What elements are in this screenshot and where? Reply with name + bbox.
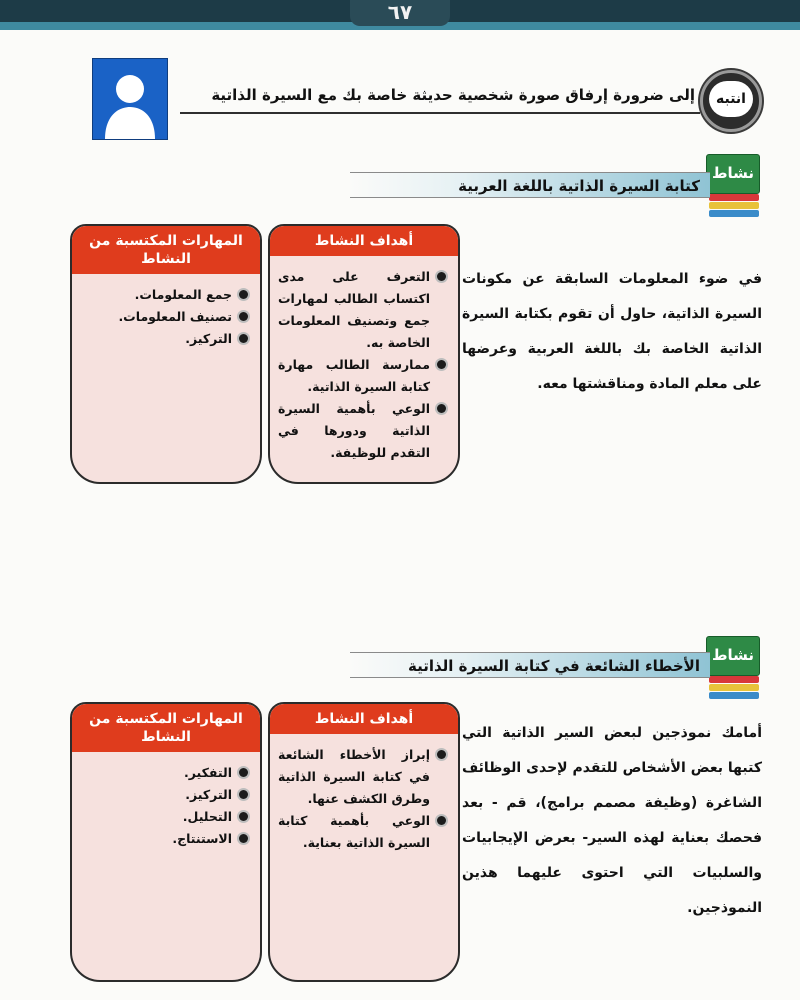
goal-item: الوعي بأهمية السيرة الذاتية ودورها في التقدم للوظيفة.: [278, 398, 446, 464]
goal-item: الوعي بأهمية كتابة السيرة الذاتية بعناية.: [278, 810, 446, 854]
skills-card-2: [70, 702, 262, 982]
page-number: ٦٧: [350, 0, 450, 26]
skills-card-title: المهارات المكتسبة من النشاط: [72, 226, 260, 274]
skills-card-title: المهارات المكتسبة من النشاط: [72, 704, 260, 752]
activity-instructions-1: في ضوء المعلومات السابقة عن مكونات السيرة الذاتية، حاول أن تقوم بكتابة السيرة الذاتية الخاصة بك باللغة العربية وعرضها على معلم المادة ومناقشتها معه.: [462, 271, 762, 392]
profile-photo-placeholder: [92, 58, 168, 140]
book-page-blue: [709, 210, 759, 217]
notice-underline: [180, 112, 700, 114]
goals-card-1: [268, 224, 460, 484]
activity-badge-1: [706, 154, 762, 220]
notice-text: إلى ضرورة إرفاق صورة شخصية حديثة خاصة بك مع السيرة الذاتية: [211, 86, 695, 104]
skill-item: التفكير.: [80, 762, 248, 784]
book-icon: نشاط: [706, 154, 760, 194]
goals-list: [270, 256, 458, 464]
skill-item: التحليل.: [80, 806, 248, 828]
book-page-red: [709, 194, 759, 201]
goals-card-2: [268, 702, 460, 982]
skills-card-1: [70, 224, 262, 484]
skills-list: [72, 752, 260, 850]
activity-badge-2: [706, 636, 762, 702]
goals-card-title: أهداف النشاط: [270, 226, 458, 256]
book-icon: نشاط: [706, 636, 760, 676]
goal-item: التعرف على مدى اكتساب الطالب لمهارات جمع وتصنيف المعلومات الخاصة به.: [278, 266, 446, 354]
skill-item: جمع المعلومات.: [80, 284, 248, 306]
section-title-1: كتابة السيرة الذاتية باللغة العربية: [350, 172, 710, 198]
top-banner: [0, 0, 800, 34]
goal-item: ممارسة الطالب مهارة كتابة السيرة الذاتية.: [278, 354, 446, 398]
notice-badge-label: انتبه: [709, 81, 753, 117]
goals-list: [270, 734, 458, 854]
activity-instructions-2: أمامك نموذجين لبعض السير الذاتية التي كتبها بعض الأشخاص للتقدم لإحدى الوظائف الشاغرة (وظيفة مصمم برامج)، قم - بعد فحصك بعناية لهذه السير- بعرض الإيجابيات والسلبيات التي احتوى عليهما هذين النموذجين.: [462, 725, 762, 916]
person-icon: [93, 59, 167, 139]
skill-item: الاستنتاج.: [80, 828, 248, 850]
section-title-2: الأخطاء الشائعة في كتابة السيرة الذاتية: [350, 652, 710, 678]
notice-badge: [700, 70, 762, 132]
book-page-yellow: [709, 202, 759, 209]
book-page-yellow: [709, 684, 759, 691]
skill-item: التركيز.: [80, 328, 248, 350]
goal-item: إبراز الأخطاء الشائعة في كتابة السيرة الذاتية وطرق الكشف عنها.: [278, 744, 446, 810]
book-page-red: [709, 676, 759, 683]
book-page-blue: [709, 692, 759, 699]
goals-card-title: أهداف النشاط: [270, 704, 458, 734]
skills-list: [72, 274, 260, 350]
skill-item: تصنيف المعلومات.: [80, 306, 248, 328]
skill-item: التركيز.: [80, 784, 248, 806]
